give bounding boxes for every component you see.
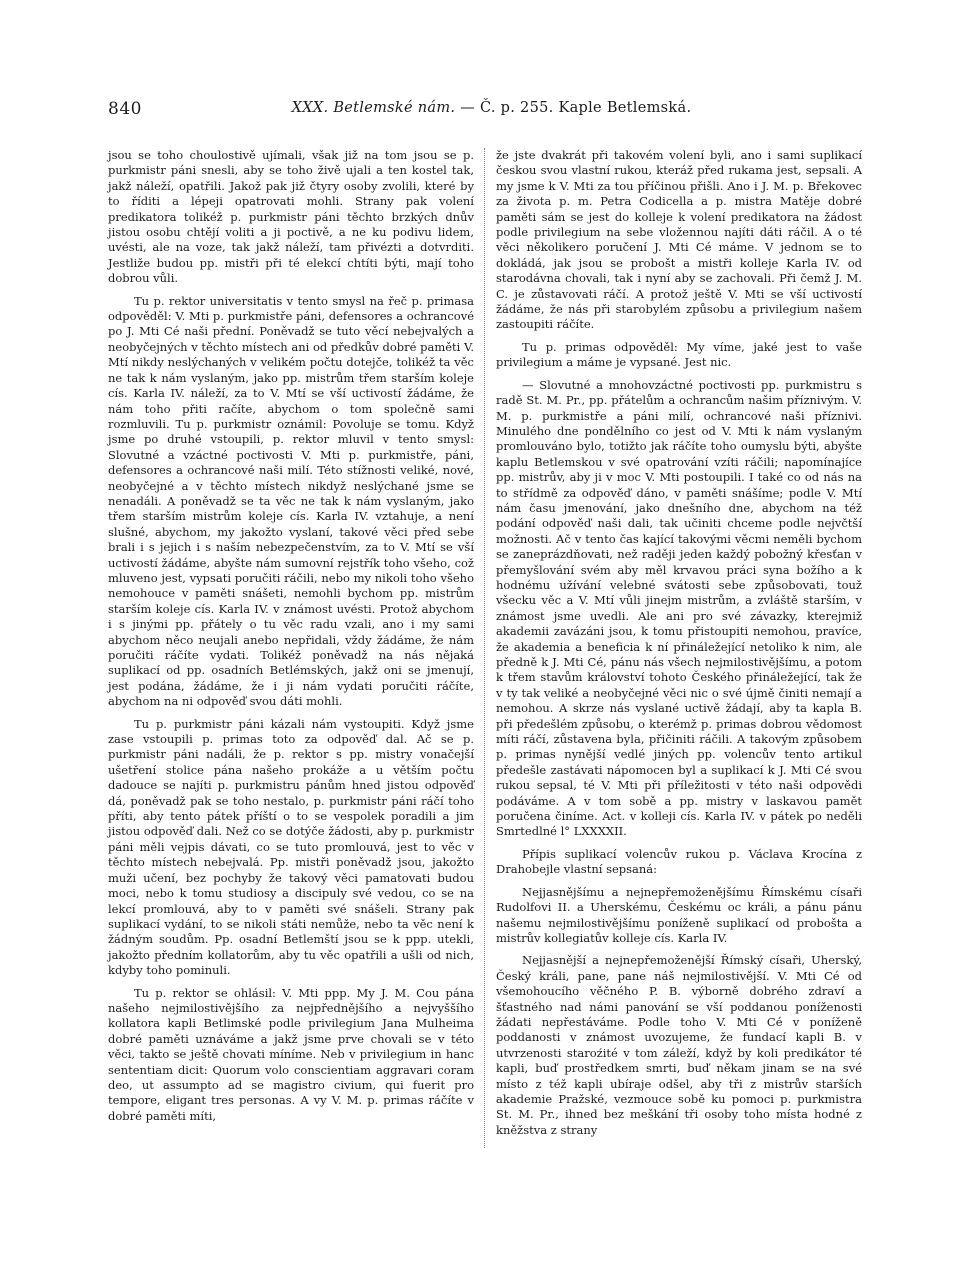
paragraph: Nejjasnější a nejnepřemoženější Římský císaři, Uherský, Český králi, pane, pane náš nejmilostivější. V. Mti Cé od všemohoucího věčného P. B. výborně dobrého zdraví a šťastného nad námi panování se vší poddanou poníženosti žádati nepřestáváme. Podle toho V. Mti Cé v poníženě poddanosti v známost uvozujeme, že fundací kapli B. v utvrzenosti staroźité v tom záleží, když by koli predikátor té kapli, buď prostředkem smrti, buď někam jinam se na své místo z též kapli ubíraje odšel, aby tři z mistrův starších akademie Pražské, vezmouce sobě ku pomoci p. purkmistra St. M. Pr., ihned bez meškání tři osoby toho místa hodné z kněžstva z strany	[496, 953, 862, 1137]
page-header	[108, 99, 875, 123]
paragraph: Tu p. purkmistr páni kázali nám vystoupiti. Když jsme zase vstoupili p. primas toto za odpověď dal. Ač se p. purkmistr páni nadáli, že p. rektor s pp. mistry vonačejší ušetření stolice pána našeho prokáže a u větším počtu dadouce se najíti p. purkmistru pánům hned jistou odpověď dá, poněvadž pak se toho nestalo, p. purkmistr páni ráčí toho příti, aby tento pátek příští o to se vespolek poradili a jim jistou odpověď dali. Než co se dotýče žádosti, aby p. purkmistr páni měli vejpis dávati, co se tuto promlouvá, jest to věc v těchto místech nebejvalá. Pp. mistři poněvadž jsou, jakožto muži učení, bez pochyby že takový věci pamatovati budou moci, nebo k tomu studiosy a discipuly své vedou, co se na lekcí promlouvá, aby to v paměti své snášeli. Strany pak suplikací vydání, to se nikoli státi nemůže, nebo ta věc není k žádným soudům. Pp. osadní Betlemští jsou se k ppp. utekli, jakožto předním kollatorům, aby tu věc opatřili a ušli od nich, kdyby toho pominuli.	[108, 716, 474, 978]
paragraph: Tu p. rektor universitatis v tento smysl na řeč p. primasa odpověděl: V. Mti p. purkmistře páni, defensores a ochrancové po J. Mti Cé naši přední. Poněvadž se tuto věcí nebejvalých a neobyčejných v těchto místech ani od předkův dobré paměti V. Mtí nikdy neslýchaných v velikém počtu dotejče, tolikéž ta věc ne tak k nám vyslaným, jako pp. mistrům třem starším koleje cís. Karla IV. náleží, za to V. Mtí se vší uctivostí žádáme, že nám toho přiti račíte, abychom o tom společně sami rozmluvili. Tu p. purkmistr oznámil: Povoluje se tomu. Když jsme po druhé vstoupili, p. rektor mluvil v tento smysl: Slovutné a vzáctné poctivosti V. Mti p. purkmistře, páni, defensores a ochrancové naši milí. Této stížnosti veliké, nové, neobyčejné a v těchto místech nikdyž neslýchané jsme se nenadáli. A poněvadž se ta věc ne tak k nám vyslaným, jako třem starším mistrům koleje cís. Karla IV. vztahuje, a není slušné, abychom, my jakožto vyslaní, takové věci před sebe brali i s jejich i s naším nebezpečenstvím, za to V. Mtí se vší uctivostí žádáme, abyšte nám sumovní rejstřík toho všeho, což mluveno jest, vypsati poručiti ráčili, nebo my nikoli toho všeho nemohouce v paměti snášeti, nemohli bychom pp. mistrům starším koleje cís. Karla IV. v známost uvésti. Protož abychom i s jinými pp. přátely o tu věc radu vzali, ano i my sami abychom něco neujali anebo nepřidali, vždy žádáme, že nám poručiti ráčíte vydati. Tolikéž poněvadž na nás nějaká suplikací od pp. osadních Betlémských, jakž oni se jmenují, jest podána, žádáme, že i ji nám vydati poručiti ráčíte, abychom na ni odpověď svou dáti mohli.	[108, 293, 474, 709]
paragraph: jsou se toho choulostivě ujímali, však již na tom jsou se p. purkmistr páni snesli, aby se toho živě ujali a ten kostel tak, jakž náleží, opatřili. Jakož pak již čtyry osoby zvolili, které by to říditi a lépeji opatrovati mohli. Strany pak volení predikatora tolikéž p. purkmistr páni těchto brzkých dnův jistou osobu chtějí voliti a ji poctivě, a ne ku podivu lidem, uvésti, ale na voze, tak jakž náleží, tam přivézti a dotvrditi. Jestliže budou pp. mistři při té elekcí chtíti býti, mají toho dobrou vůli.	[108, 148, 474, 286]
left-column	[108, 148, 474, 1124]
paragraph: Tu p. rektor se ohlásil: V. Mti ppp. My J. M. Cou pána našeho nejmilostivějšího za nejpřednějšího a nejvyššího kollatora kapli Betlimské podle privilegium Jana Mulheima dobré paměti uznáváme a jakž jsme prve chovali se v této věci, takto se ještě chovati míníme. Neb v privilegium in hanc sententiam dicit: Quorum volo conscientiam aggravari coram deo, ut assumpto ad se magistro civium, qui fuerit pro tempore, eligant tres personas. A vy V. M. p. primas ráčíte v dobré paměti míti,	[108, 985, 474, 1123]
right-column	[496, 148, 862, 1138]
paragraph: Přípis suplikací volencův rukou p. Václava Krocína z Drahobejle vlastní sepsaná:	[496, 846, 862, 877]
running-head	[108, 100, 875, 116]
column-divider	[484, 148, 486, 1148]
paragraph: Nejjasnějšímu a nejnepřemoženějšímu Římskému císaři Rudolfovi II. a Uherskému, Českému oc králi, a pánu pánu našemu nejmilostivějšímu poníženě suplikací od probošta a mistrův kollegiatův kolleje cís. Karla IV.	[496, 884, 862, 945]
paragraph: že jste dvakrát při takovém volení byli, ano i sami suplikací českou svou vlastní rukou, kteráž před rukama jest, sepsali. A my jsme k V. Mti za tou příčinou přišli. Ano i J. M. p. Břekovec za života p. m. Petra Codicella a p. mistra Matěje dobré paměti sám se jest do kolleje k volení predikatora na žádost podle privilegium na sebe vložennou najíti dáti ráčil. A o té věci několikero poručení J. Mti Cé máme. V jednom se to dokládá, jak jsou se probošt a mistři kolleje Karla IV. od starodávna chovali, tak i nyní aby se zachovali. Při čemž J. M. C. je zůstavovati ráčí. A protož ještě V. Mti se vší uctivostí žádáme, že nás při starobylém způsobu a privilegium našem zastoupiti ráčíte.	[496, 148, 862, 332]
paragraph: Tu p. primas odpověděl: My víme, jaké jest to vaše privilegium a máme je vypsané. Jest nic.	[496, 339, 862, 370]
paragraph: — Slovutné a mnohovzáctné poctivosti pp. purkmistru s radě St. M. Pr., pp. přátelům a ochrancům našim příznivým. V. M. p. purkmistře a páni milí, ochrancové naši příznivi. Minulého dne pondělního co jest od V. Mti k nám vyslaným promlouváno bylo, totižto jak ráčíte toho oumyslu býti, abyšte kaplu Betlemskou v své opatrování vzíti ráčili; napomínajíce pp. mistrův, aby ji v moc V. Mti postoupili. I také co od nás na to střídmě za odpověď dáno, v paměti snášíme; podle V. Mtí nám času jmenování, jako dnešního dne, abychom na též podání odpověď naši dali, tak učiniti chceme podle nejvčtší možnosti. Ač v tento čas kající takovými věcmi neměli bychom se zaneprázdňovati, než raději jeden každý pobožný křesťan v přemyšlování svém aby měl krvavou práci syna božího a k hodnému užívání velebné svátosti sebe způsobovati, touž všecku věc a V. Mtí vůli jinejm mistrům, a zvláště starším, v známost jsme uvedli. Ale ani pro své závazky, kterejmiž akademii zavázáni jsou, k tomu přistoupiti nemohou, pravíce, že akademia a beneficia k ní přináležející netoliko k nim, ale předně k J. Mti Cé, pánu nás všech nejmilostivějšímu, a potom k třem stavům království tohoto Českého přináležející, tak že v ty tak veliké a neobyčejné věci nic o své újmě činiti nemají a nemohou. A skrze nás vyslané uctivě žádají, aby ta kapla B. při předešlém způsobu, o kterémž p. primas dobrou vědomost míti ráčí, zůstavena byla, přičiniti ráčili. A takovým způsobem p. primas nynější vedlé jiných pp. volencův tento artikul předešle zastávati nápomocen byl a suplikací k J. Mti Cé svou rukou sepsal, té V. Mti při příležitosti v této naši odpovědi podáváme. A v tom sobě a pp. mistry v laskavou pamět poručena činíme. Act. v kolleji cís. Karla IV. v pátek po neděli Smrtedlné l° LXXXXII.	[496, 377, 862, 839]
running-head-section: — Č. p. 255. Kaple Betlemská.	[460, 100, 692, 116]
page-number: 840	[108, 99, 142, 119]
running-head-chapter: XXX. Betlemské nám.	[291, 100, 456, 116]
